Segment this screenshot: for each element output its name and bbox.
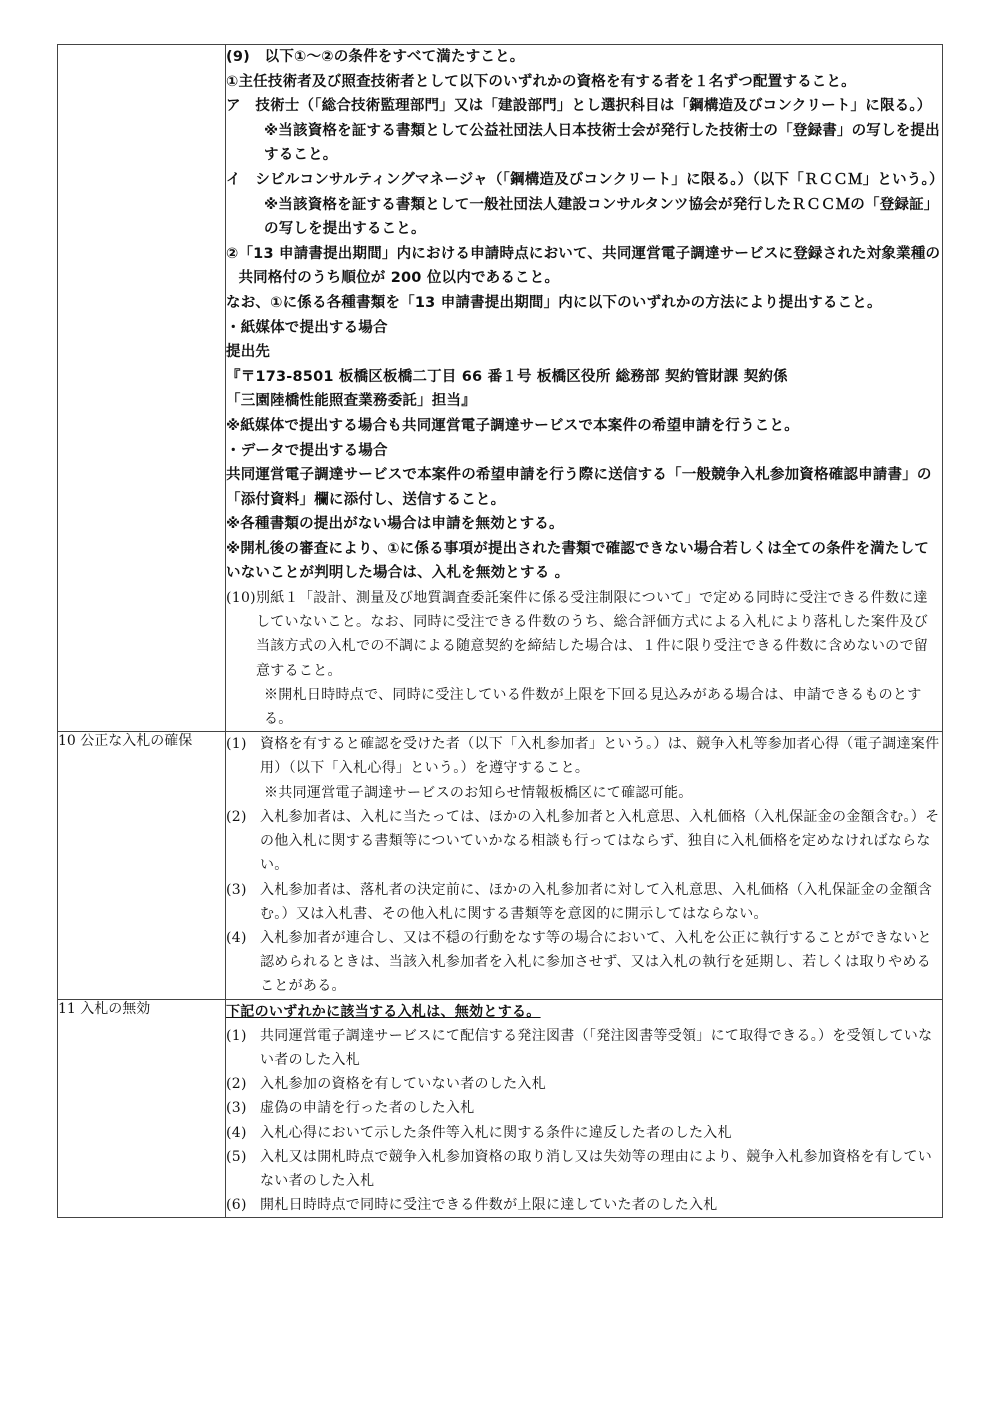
- condition-1-text: 主任技術者及び照査技術者として以下のいずれかの資格を有する者を１名ずつ配置すること。: [238, 73, 856, 90]
- qualification-i-mark: イ: [226, 171, 256, 188]
- fair-item-3-text: 入札参加者は、落札者の決定前に、ほかの入札参加者に対して入札意思、入札価格（入札保証金の金額含む。）又は入札書、その他入札に関する書類等を意図的に開示してはならない。: [260, 881, 933, 922]
- fair-item-4-text: 入札参加者が連合し、又は不穏の行動をなす等の場合において、入札を公正に執行することができないと認められるときは、当該入札参加者を入札に参加させず、又は入札の執行を延期し、若しくは取りやめることがある。: [260, 929, 932, 995]
- invalid-item-3-mark: (3): [226, 1100, 247, 1117]
- fair-item-4-mark: (4): [226, 929, 247, 946]
- invalid-heading: 下記のいずれかに該当する入札は、無効とする。: [226, 1003, 541, 1020]
- qualification-i-note: ※当該資格を証する書類として一般社団法人建設コンサルタンツ協会が発行したＲＣＣＭの「登録証」の写しを提出すること。: [264, 196, 939, 238]
- invalid-note-1: ※各種書類の提出がない場合は申請を無効とする。: [226, 516, 564, 533]
- invalid-item-2-mark: (2): [226, 1076, 247, 1093]
- invalid-item-1-mark: (1): [226, 1027, 247, 1044]
- condition-10: [226, 586, 942, 683]
- condition-2-text: 「13 申請書提出期間」内における申請時点において、共同運営電子調達サービスに登録された対象業種の共同格付のうち順位が 200 位以内であること。: [238, 245, 941, 287]
- fair-item-4: [226, 926, 942, 999]
- row-10-content: [226, 732, 943, 999]
- condition-9-heading: (9) 以下①～②の条件をすべて満たすこと。: [226, 49, 525, 65]
- fair-item-2-text: 入札参加者は、入札に当たっては、ほかの入札参加者と入札意思、入札価格（入札保証金の金額含む。）その他入札に関する書類等についていかなる相談も行ってはならず、独自に入札価格を定めなければならない。: [260, 808, 940, 874]
- invalid-item-6-text: 開札日時時点で同時に受注できる件数が上限に達していた者のした入札: [260, 1197, 718, 1214]
- invalid-item-5-mark: (5): [226, 1148, 247, 1165]
- fair-item-2: [226, 805, 942, 878]
- data-text: 共同運営電子調達サービスで本案件の希望申請を行う際に送信する「一般競争入札参加資格確認申請書」の「添付資料」欄に添付し、送信すること。: [226, 467, 932, 508]
- invalid-item-4: [226, 1121, 942, 1145]
- condition-1-mark: ①: [226, 73, 239, 90]
- condition-1: [226, 70, 942, 95]
- invalid-item-5-text: 入札又は開札時点で競争入札参加資格の取り消し又は失効等の理由により、競争入札参加資格を有していない者のした入札: [260, 1148, 933, 1189]
- row-invalid-bids: [58, 999, 943, 1218]
- invalid-item-3: [226, 1096, 942, 1120]
- row-11-content: [226, 999, 943, 1218]
- invalid-item-6-mark: (6): [226, 1197, 247, 1214]
- qualification-i-text: シビルコンサルティングマネージャ（「鋼構造及びコンクリート」に限る。）（以下「ＲＣＣＭ」という。）: [255, 171, 944, 188]
- qualification-a-text: 技術士（「総合技術監理部門」又は「建設部門」とし選択科目は「鋼構造及びコンクリート」に限る。）: [255, 98, 932, 115]
- invalid-item-2: [226, 1072, 942, 1096]
- fair-item-2-mark: (2): [226, 808, 247, 825]
- invalid-item-6: [226, 1193, 942, 1217]
- fair-item-3-mark: (3): [226, 881, 247, 898]
- project-name: 「三園陸橋性能照査業務委託」担当』: [226, 393, 476, 410]
- fair-item-1-note: ※共同運営電子調達サービスのお知らせ情報板橋区にて確認可能。: [264, 784, 693, 801]
- submit-address: 『〒173-8501 板橋区板橋二丁目 66 番１号 板橋区役所 総務部 契約管財課 契約係: [226, 368, 788, 385]
- row-conditions: [58, 45, 943, 732]
- document-table: [57, 44, 943, 1218]
- row-label-empty: [58, 45, 226, 732]
- invalid-note-2: ※開札後の審査により、①に係る事項が提出された書類で確認できない場合若しくは全ての条件を満たしていないことが判明した場合は、入札を無効とする 。: [226, 540, 929, 582]
- row-fair-bidding: [58, 732, 943, 999]
- fair-item-1-text: 資格を有すると確認を受けた者（以下「入札参加者」という。）は、競争入札等参加者心得（電子調達案件用）（以下「入札心得」という。）を遵守すること。: [260, 736, 940, 777]
- invalid-item-1: [226, 1024, 942, 1072]
- paper-heading: ・紙媒体で提出する場合: [226, 319, 388, 336]
- invalid-item-2-text: 入札参加の資格を有していない者のした入札: [260, 1076, 546, 1093]
- invalid-item-4-mark: (4): [226, 1124, 247, 1141]
- qualification-i: [226, 168, 942, 193]
- condition-10-note: ※開札日時時点で、同時に受注している件数が上限を下回る見込みがある場合は、申請できるものとする。: [264, 686, 922, 728]
- fair-item-1: [226, 732, 942, 780]
- row-10-label: 10 公正な入札の確保: [58, 732, 226, 999]
- condition-10-text: 別紙１「設計、測量及び地質調査委託案件に係る受注制限について」で定める同時に受注できる件数に達していないこと。なお、同時に受注できる件数のうち、総合評価方式による入札により落札した案件及び当該方式の入札での不調による随意契約を締結した場合は、１件に限り受注できる件数に含めないので留意すること。: [255, 590, 929, 679]
- invalid-item-5: [226, 1145, 942, 1193]
- condition-10-mark: (10): [226, 590, 256, 607]
- invalid-item-1-text: 共同運営電子調達サービスにて配信する発注図書（「発注図書等受領」にて取得できる。）を受領していない者のした入札: [260, 1027, 933, 1068]
- qualification-a-note: ※当該資格を証する書類として公益社団法人日本技術士会が発行した技術士の「登録書」の写しを提出すること。: [264, 122, 940, 164]
- paper-note: ※紙媒体で提出する場合も共同運営電子調達サービスで本案件の希望申請を行うこと。: [226, 417, 799, 434]
- row-11-label: 11 入札の無効: [58, 999, 226, 1218]
- qualification-a: [226, 94, 942, 119]
- fair-item-3: [226, 878, 942, 926]
- submit-label: 提出先: [226, 344, 271, 361]
- submission-note: なお、①に係る各種書類を「13 申請書提出期間」内に以下のいずれかの方法により提出すること。: [226, 294, 882, 311]
- condition-10-block: [226, 586, 942, 731]
- invalid-item-4-text: 入札心得において示した条件等入札に関する条件に違反した者のした入札: [260, 1124, 732, 1141]
- condition-9-block: [226, 45, 942, 586]
- condition-2-mark: ②: [226, 245, 239, 262]
- condition-2: [226, 242, 942, 291]
- invalid-item-3-text: 虚偽の申請を行った者のした入札: [260, 1100, 475, 1117]
- fair-item-1-mark: (1): [226, 736, 247, 753]
- data-heading: ・データで提出する場合: [226, 442, 388, 459]
- qualification-a-mark: ア: [226, 98, 256, 115]
- row-conditions-content: [226, 45, 943, 732]
